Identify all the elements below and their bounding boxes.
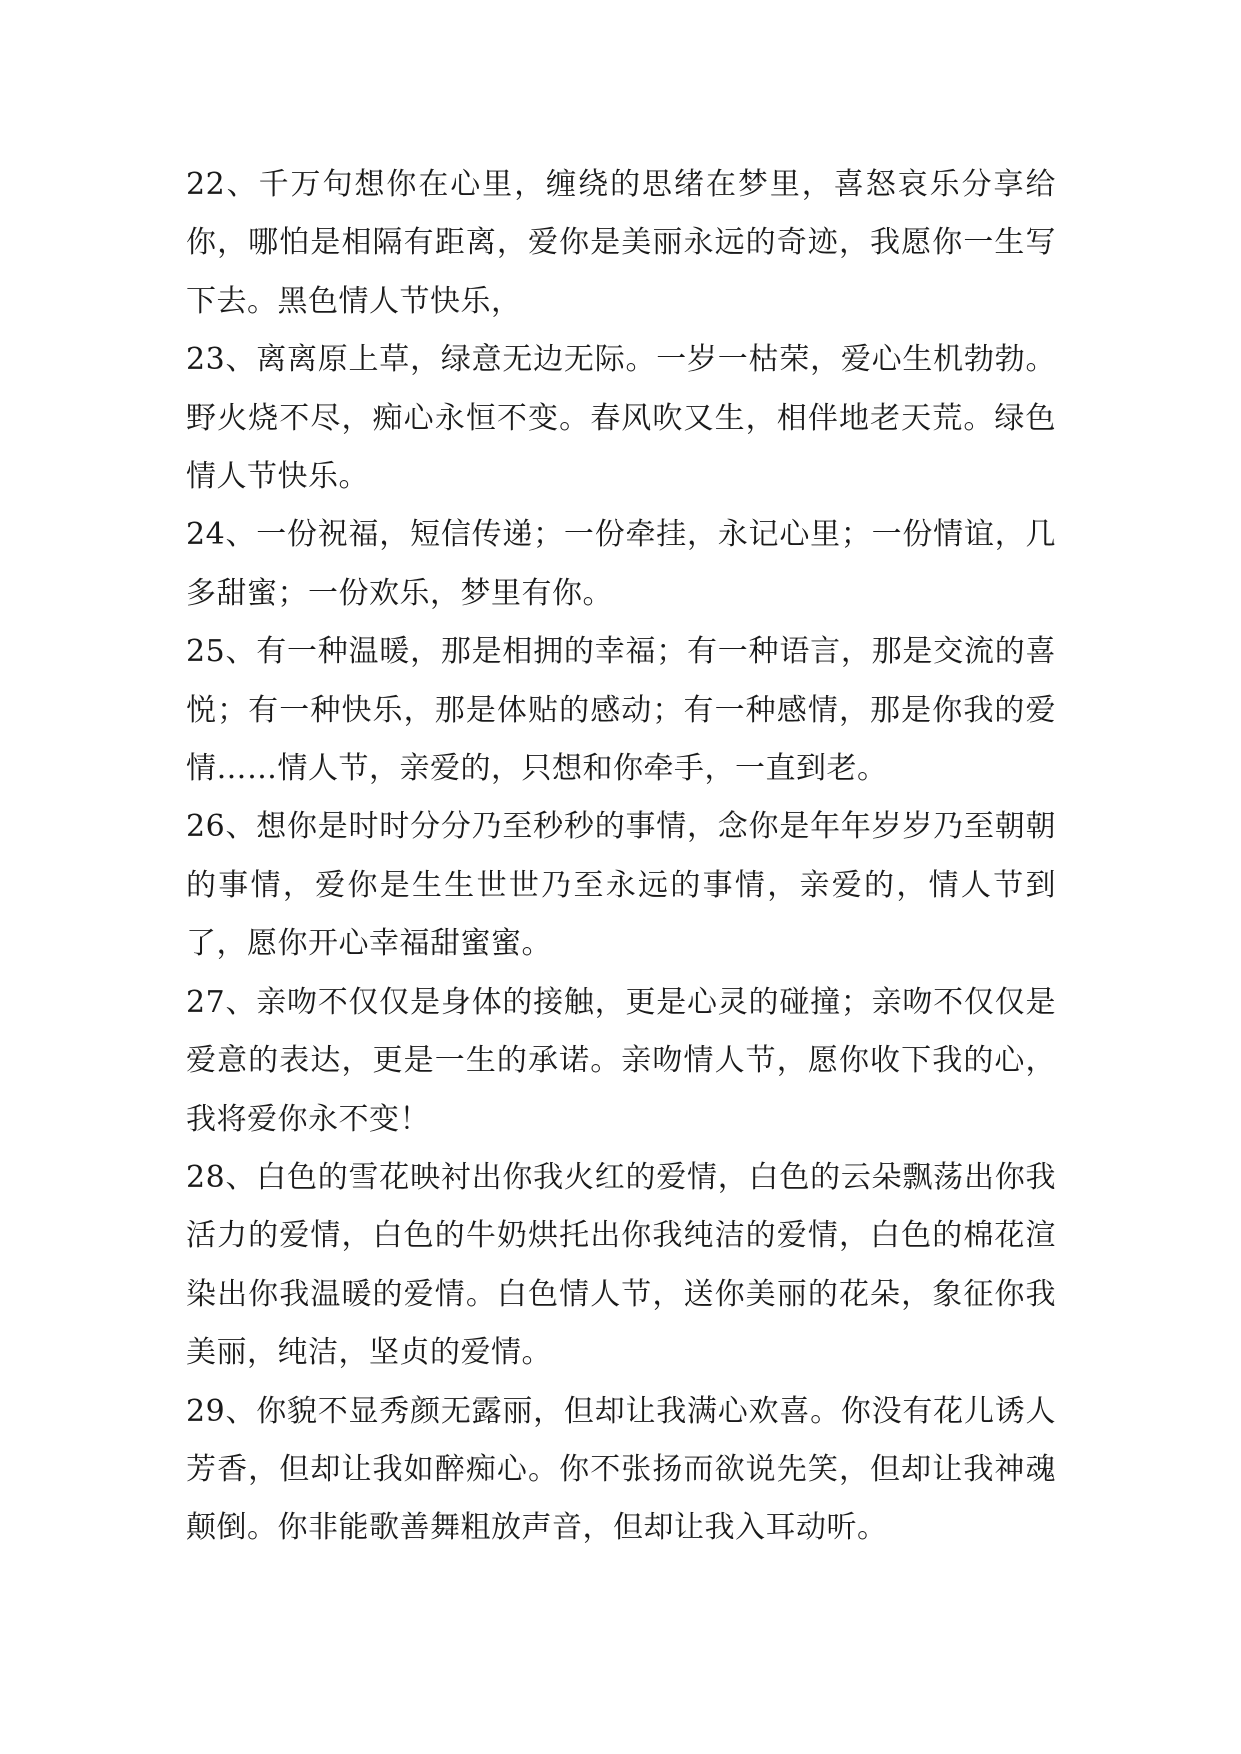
entry-22: 22、千万句想你在心里，缠绕的思绪在梦里，喜怒哀乐分享给你，哪怕是相隔有距离，爱你是美丽永远的奇迹，我愿你一生写下去。黑色情人节快乐， [186,167,1056,319]
entry-25: 25、有一种温暖，那是相拥的幸福；有一种语言，那是交流的喜悦；有一种快乐，那是体贴的感动；有一种感情，那是你我的爱情……情人节，亲爱的，只想和你牵手，一直到老。 [186,634,1056,787]
entry-29: 29、你貌不显秀颜无露丽，但却让我满心欢喜。你没有花儿诱人芳香，但却让我如醉痴心。你不张扬而欲说先笑，但却让我神魂颠倒。你非能歌善舞粗放声音，但却让我入耳动听。 [186,1393,1056,1546]
entry-23: 23、离离原上草，绿意无边无际。一岁一枯荣，爱心生机勃勃。野火烧不尽，痴心永恒不变。春风吹又生，相伴地老天荒。绿色情人节快乐。 [186,342,1056,495]
entry-26: 26、想你是时时分分乃至秒秒的事情，念你是年年岁岁乃至朝朝的事情，爱你是生生世世乃至永远的事情，亲爱的，情人节到了，愿你开心幸福甜蜜蜜。 [186,809,1056,962]
entry-28: 28、白色的雪花映衬出你我火红的爱情，白色的云朵飘荡出你我活力的爱情，白色的牛奶烘托出你我纯洁的爱情，白色的棉花渲染出你我温暖的爱情。白色情人节，送你美丽的花朵，象征你我美丽，纯洁，坚贞的爱情。 [186,1159,1056,1371]
document-body [186,156,1056,1558]
entry-24: 24、一份祝福，短信传递；一份牵挂，永记心里；一份情谊，几多甜蜜；一份欢乐，梦里有你。 [186,517,1056,611]
entry-27: 27、亲吻不仅仅是身体的接触，更是心灵的碰撞；亲吻不仅仅是爱意的表达，更是一生的承诺。亲吻情人节，愿你收下我的心，我将爱你永不变！ [186,984,1056,1137]
